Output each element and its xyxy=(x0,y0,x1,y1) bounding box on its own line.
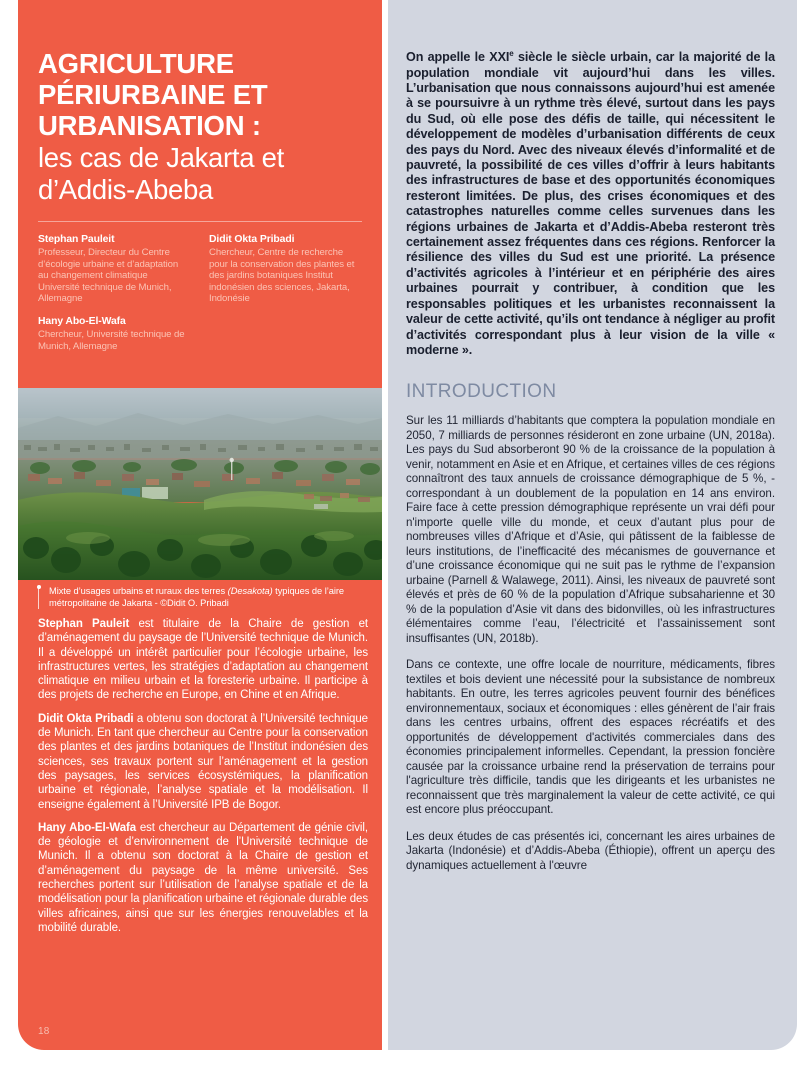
title-sidebar-panel xyxy=(18,0,382,1050)
caption-text-part1: Mixte d’usages urbains et ruraux des terres xyxy=(49,586,228,596)
subtitle-line-2: d’Addis-Abeba xyxy=(38,173,213,205)
body-paragraph: Les deux études de cas présentés ici, concernant les aires urbaines de Jakarta (Indonésie) et d’Addis-Abeba (Éthiopie), offrent un aperçu des dynamiques actuellement à l'œuvre xyxy=(406,829,775,872)
author-column-left xyxy=(38,233,191,352)
body-paragraph: Dans ce contexte, une offre locale de nourriture, médicaments, fibres textiles et bois devient une nécessité pour la subsistance de nombreux habitants. En outre, les terres agricoles peuvent fournir des bénéfices environnementaux, sociaux et économiques : elles génèrent de l’air frais dans les centres urbains, offrent des espaces récréatifs et des opportunités de développement d'activités commerciales dans des économies principalement informelles. Cependant, la pression foncière causée par la croissance urbaine rend la préservation de terrains pour l'agriculture très difficile, tandis que les dirigeants et les urbanistes ne reconnaissent que très marginalement la valeur de cette activité, ce qui est encore plus préoccupant. xyxy=(406,658,775,817)
author-credits xyxy=(38,233,362,352)
author-affiliation: Chercheur, Centre de recherche pour la conservation des plantes et des jardins botaniques Institut indonésien des sciences, Jakarta, Indonésie xyxy=(209,247,355,305)
title-line-2: PÉRIURBAINE ET xyxy=(38,79,268,110)
page-title xyxy=(38,48,362,141)
lede-paragraph xyxy=(406,46,775,358)
biography-entry xyxy=(38,712,368,812)
title-divider xyxy=(38,221,362,222)
biography-entry xyxy=(38,617,368,703)
author-column-right xyxy=(209,233,362,352)
author-affiliation: Chercheur, Université technique de Munich, Allemagne xyxy=(38,328,185,352)
article-photograph xyxy=(18,388,382,580)
page-number: 18 xyxy=(38,1026,50,1037)
title-line-3: URBANISATION : xyxy=(38,110,261,141)
author-entry xyxy=(38,233,191,305)
biography-author-name: Didit Okta Pribadi xyxy=(38,712,134,725)
author-biographies xyxy=(38,617,368,944)
biography-entry xyxy=(38,821,368,935)
biography-text: est chercheur au Département de génie civil, de géologie et d’environnement de l’Université technique de Munich. Il a obtenu son doctorat à la Chaire de gestion et d’aménagement du paysage de la même université. Ses recherches portent sur l’utilisation de l’analyse spatiale et de la modélisation pour la planification urbaine et régionale durable des villes africaines, ainsi que sur les énergies renouvelables et la mobilité durable. xyxy=(38,821,368,934)
biography-author-name: Hany Abo-El-Wafa xyxy=(38,821,137,834)
subtitle-line-1: les cas de Jakarta et xyxy=(38,142,284,173)
author-entry xyxy=(209,233,362,305)
figure-caption-block xyxy=(38,586,368,609)
page-subtitle xyxy=(38,142,362,205)
sidebar-header xyxy=(18,0,382,352)
biography-text: a obtenu son doctorat à l’Université technique de Munich. En tant que chercheur au Centre pour la conservation des plantes et des jardins botaniques de l’Institut indonésien des sciences, ses travaux portent sur l’aménagement et la gestion des paysages, les services écosystémiques, la planification urbaine et régionale, l’analyse spatiale et la modélisation. Il enseigne également à l’Université IPB de Bogor. xyxy=(38,712,368,811)
author-name: Stephan Pauleit xyxy=(38,234,115,245)
body-paragraph: Sur les 11 milliards d’habitants que comptera la population mondiale en 2050, 7 milliards de personnes résideront en zone urbaine (UN, 2018a). Les pays du Sud absorberont 90 % de la croissance de la population à venir, notamment en Asie et en Afrique, et certaines villes de ces régions connaîtront des taux annuels de croissance démographique de 5 %, - correspondant à un doublement de la population en 14 ans environ. Faire face à cette pression démographique représente un vrai défi pour n'importe quelle ville du monde, et ceux d’autant plus pour de nombreuses villes d’Afrique et d’Asie, qui pâtissent de la faiblesse de leurs institutions, de l’inefficacité des mécanismes de gouvernance et d’une croissance économique qui ne suit pas le rythme de l’expansion urbaine (Parnell & Walawege, 2011). Ainsi, les niveaux de pauvreté sont élevés et près de 60 % de la population d’Afrique subsaharienne et 30 % de la population d’Asie vit dans des bidonvilles, où les infrastructures élémentaires comme l’eau, l’électricité et l’assainissement sont insuffisantes (UN, 2018b). xyxy=(406,414,775,645)
title-line-1: AGRICULTURE xyxy=(38,48,234,79)
section-heading-introduction: INTRODUCTION xyxy=(406,381,557,403)
author-entry xyxy=(38,315,191,352)
ordinal-superscript: e xyxy=(509,49,514,58)
author-affiliation: Professeur, Directeur du Centre d’écologie urbaine et d’adaptation au changement climatique Université technique de Munich, Allemagne xyxy=(38,247,179,305)
lede-text-before: On appelle le XXI xyxy=(406,50,510,65)
author-name: Didit Okta Pribadi xyxy=(209,234,295,245)
caption-text-part2: typiques de l’aire métropolitaine de Jakarta - ©Didit O. Pribadi xyxy=(49,586,345,608)
author-name: Hany Abo-El-Wafa xyxy=(38,315,126,327)
caption-term-desakota: (Desakota) xyxy=(227,586,273,596)
biography-text: est titulaire de la Chaire de gestion et d’aménagement du paysage de l’Université technique de Munich. Il a développé un intérêt particulier pour l’écologie urbaine, les infrastructures vertes, les stratégies d’adaptation au changement climatique en milieu urbain et la foresterie urbaine. Il participe à des projets de recherche en Europe, en Chine et en Afrique. xyxy=(38,618,368,702)
biography-author-name: Stephan Pauleit xyxy=(38,618,130,630)
main-text-column xyxy=(388,0,797,1050)
figure-caption xyxy=(49,586,368,609)
caption-tick-marker xyxy=(38,587,39,609)
lede-text-after: siècle le siècle urbain, car la majorité de la population mondiale vit aujourd’hui dans les villes. L’urbanisation que nous connaissons aujourd’hui est amenée à se poursuivre à un rythme très élevé, surtout dans les pays du Sud, où elle pose des défis de taille, qui nécessitent le développement de modèles d’urbanisation différents de ceux des pays du Nord. Avec des niveaux élevés d’informalité et de pauvreté, la possibilité de ces villes d’offrir à leurs habitants des infrastructures de base et des opportunités économiques resteront limitées. De plus, des crises économiques et des catastrophes naturelles comme celles survenues dans les régions urbaines de Jakarta et d’Addis-Abeba resteront très certainement assez fréquentes dans ces régions. Renforcer la résilience des villes du Sud est une priorité. La présence d’activités agricoles à l’intérieur et en périphérie des aires urbaines pourrait y contribuer, à condition que les responsables politiques et les urbanistes reconnaissent la valeur de cette activité, qu’ils ont tendance à négliger au profit d’activités correspondant plus à leur vision de la ville « moderne ». xyxy=(406,50,775,357)
